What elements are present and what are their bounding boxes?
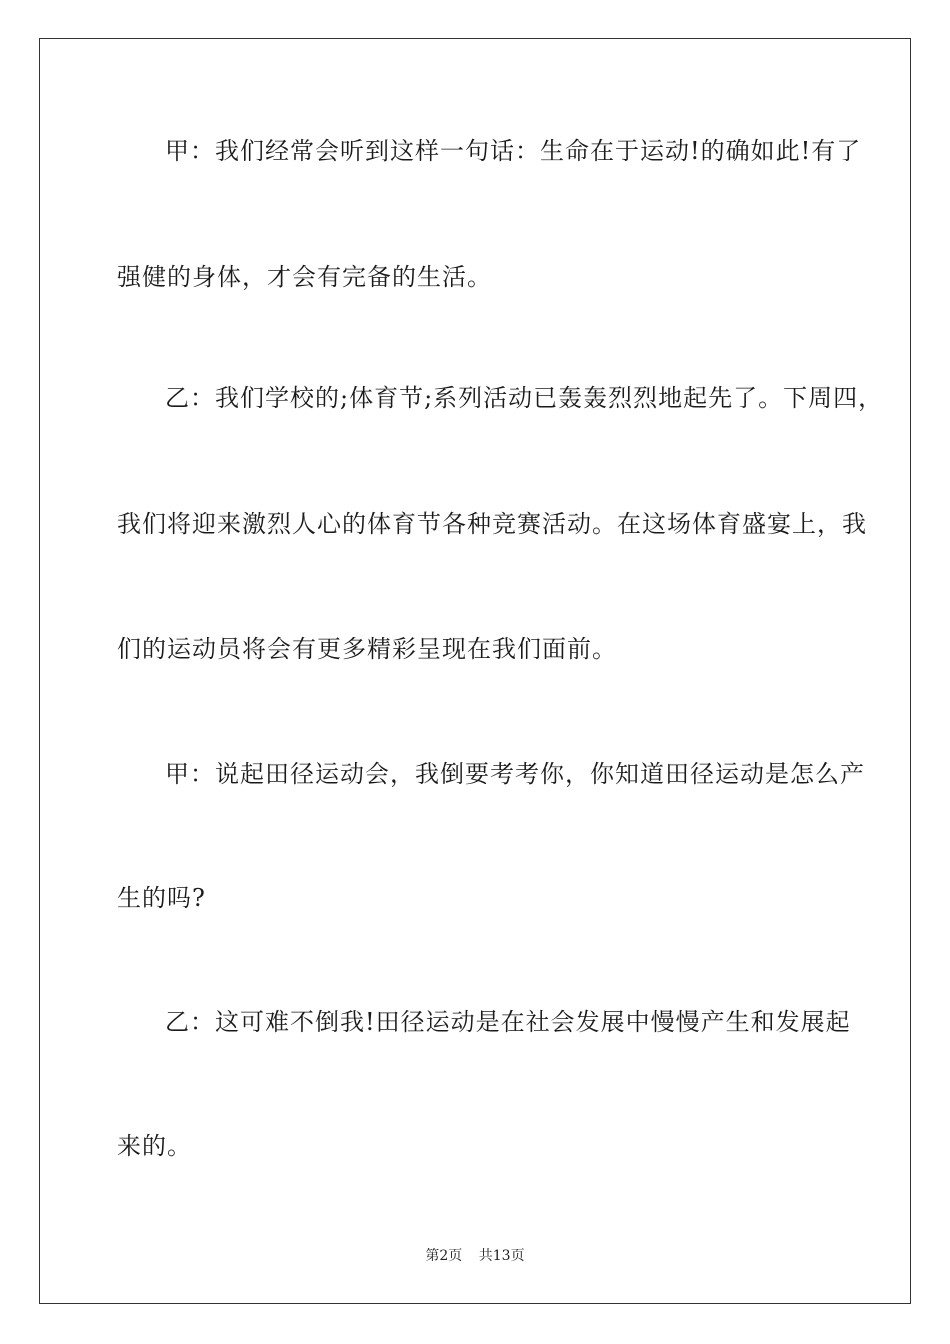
page-number: 第2页 xyxy=(425,1248,463,1264)
paragraph-line: 我们将迎来激烈人心的体育节各种竞赛活动。在这场体育盛宴上，我 xyxy=(117,510,867,538)
paragraph-line: 生的吗? xyxy=(117,884,206,912)
page-total: 共13页 xyxy=(478,1248,525,1264)
paragraph-line: 乙：这可难不倒我!田径运动是在社会发展中慢慢产生和发展起 xyxy=(165,1008,851,1036)
paragraph-line: 甲：说起田径运动会，我倒要考考你，你知道田径运动是怎么产 xyxy=(165,760,865,788)
paragraph-line: 来的。 xyxy=(117,1132,192,1160)
paragraph-line: 甲：我们经常会听到这样一句话：生命在于运动!的确如此!有了 xyxy=(165,137,862,165)
paragraph-line: 强健的身体，才会有完备的生活。 xyxy=(117,263,492,291)
paragraph-line: 乙：我们学校的;体育节;系列活动已轰轰烈烈地起先了。下周四， xyxy=(165,384,884,412)
paragraph-line: 们的运动员将会有更多精彩呈现在我们面前。 xyxy=(117,635,617,663)
page-border xyxy=(39,38,911,1304)
page-footer xyxy=(0,1247,950,1265)
